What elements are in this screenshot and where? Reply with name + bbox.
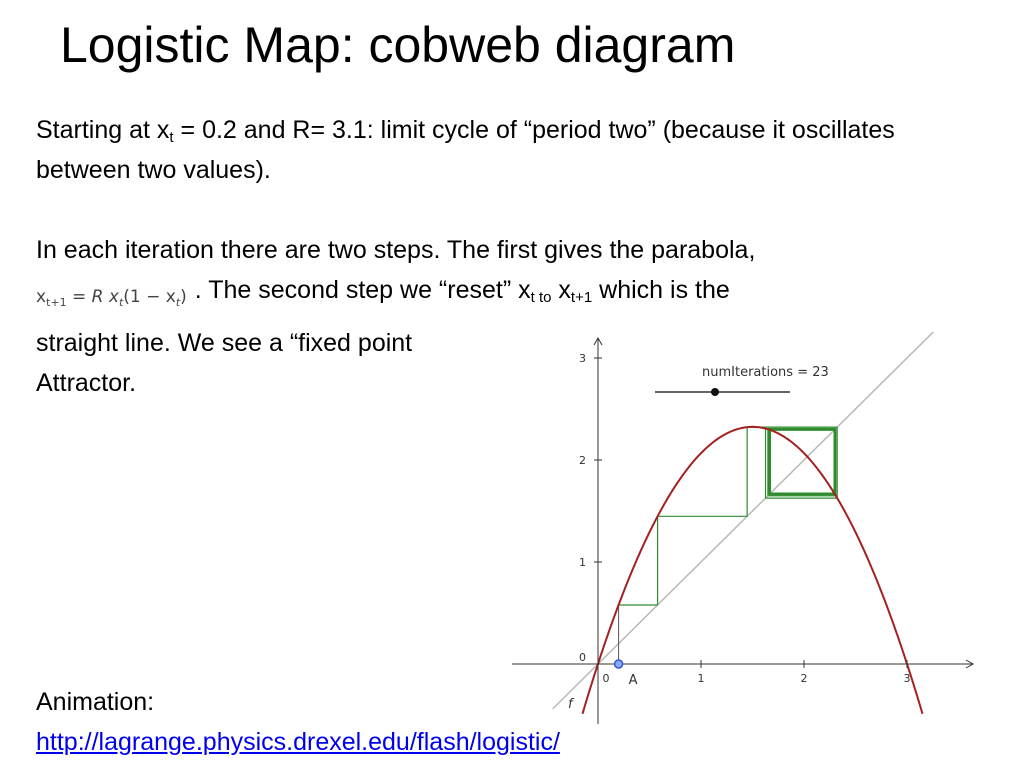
logistic-formula-image: $x_{t+1} = R$ $x_t(1 - x_t)$ bbox=[36, 287, 187, 309]
x-tick-label: 1 bbox=[697, 672, 705, 685]
cobweb-path-group bbox=[619, 427, 838, 664]
identity-line bbox=[553, 332, 938, 709]
function-label: f bbox=[568, 697, 573, 712]
y-tick-label: 1 bbox=[579, 556, 586, 569]
y-tick-label: 3 bbox=[579, 352, 586, 365]
iterations-slider[interactable] bbox=[655, 365, 829, 396]
slider-knob[interactable] bbox=[711, 388, 719, 396]
point-a[interactable] bbox=[615, 660, 623, 668]
iteration-text-line4: Attractor. bbox=[36, 369, 137, 397]
slider-label: numIterations = 23 bbox=[702, 365, 829, 380]
animation-label: Animation: bbox=[36, 688, 155, 716]
y-tick-label: 2 bbox=[579, 454, 586, 467]
iteration-text-line3: straight line. We see a “fixed point bbox=[36, 329, 413, 357]
x-tick-label: 3 bbox=[903, 672, 911, 685]
point-a-label: A bbox=[628, 673, 638, 688]
paragraph-starting-conditions: Starting at $x_t = 0.2$ and R= 3.1: limit cycle of “period two” (because it oscillates between two values). bbox=[36, 116, 895, 184]
logistic-parabola bbox=[583, 427, 923, 714]
paragraph-iteration-steps: In each iteration there are two steps. The first gives the parabola, $x_{t+1} = R$ $x_t(1 - x_t)$ . The second step we “reset” $x_{t to}$ $x_{t+1}$ which is the straight line. We see a “fixed point Attractor. bbox=[36, 236, 756, 397]
iteration-text-line1: In each iteration there are two steps. The first gives the parabola, bbox=[36, 236, 756, 264]
x-tick-label: 2 bbox=[800, 672, 808, 685]
cobweb-graph bbox=[510, 332, 980, 724]
animation-section bbox=[36, 682, 560, 762]
slide-title: Logistic Map: cobweb diagram bbox=[60, 17, 736, 73]
x-tick-label: 0 bbox=[602, 672, 610, 685]
animation-link[interactable]: http://lagrange.physics.drexel.edu/flash/logistic/ bbox=[36, 728, 560, 756]
y-tick-label: 0 bbox=[579, 651, 586, 664]
